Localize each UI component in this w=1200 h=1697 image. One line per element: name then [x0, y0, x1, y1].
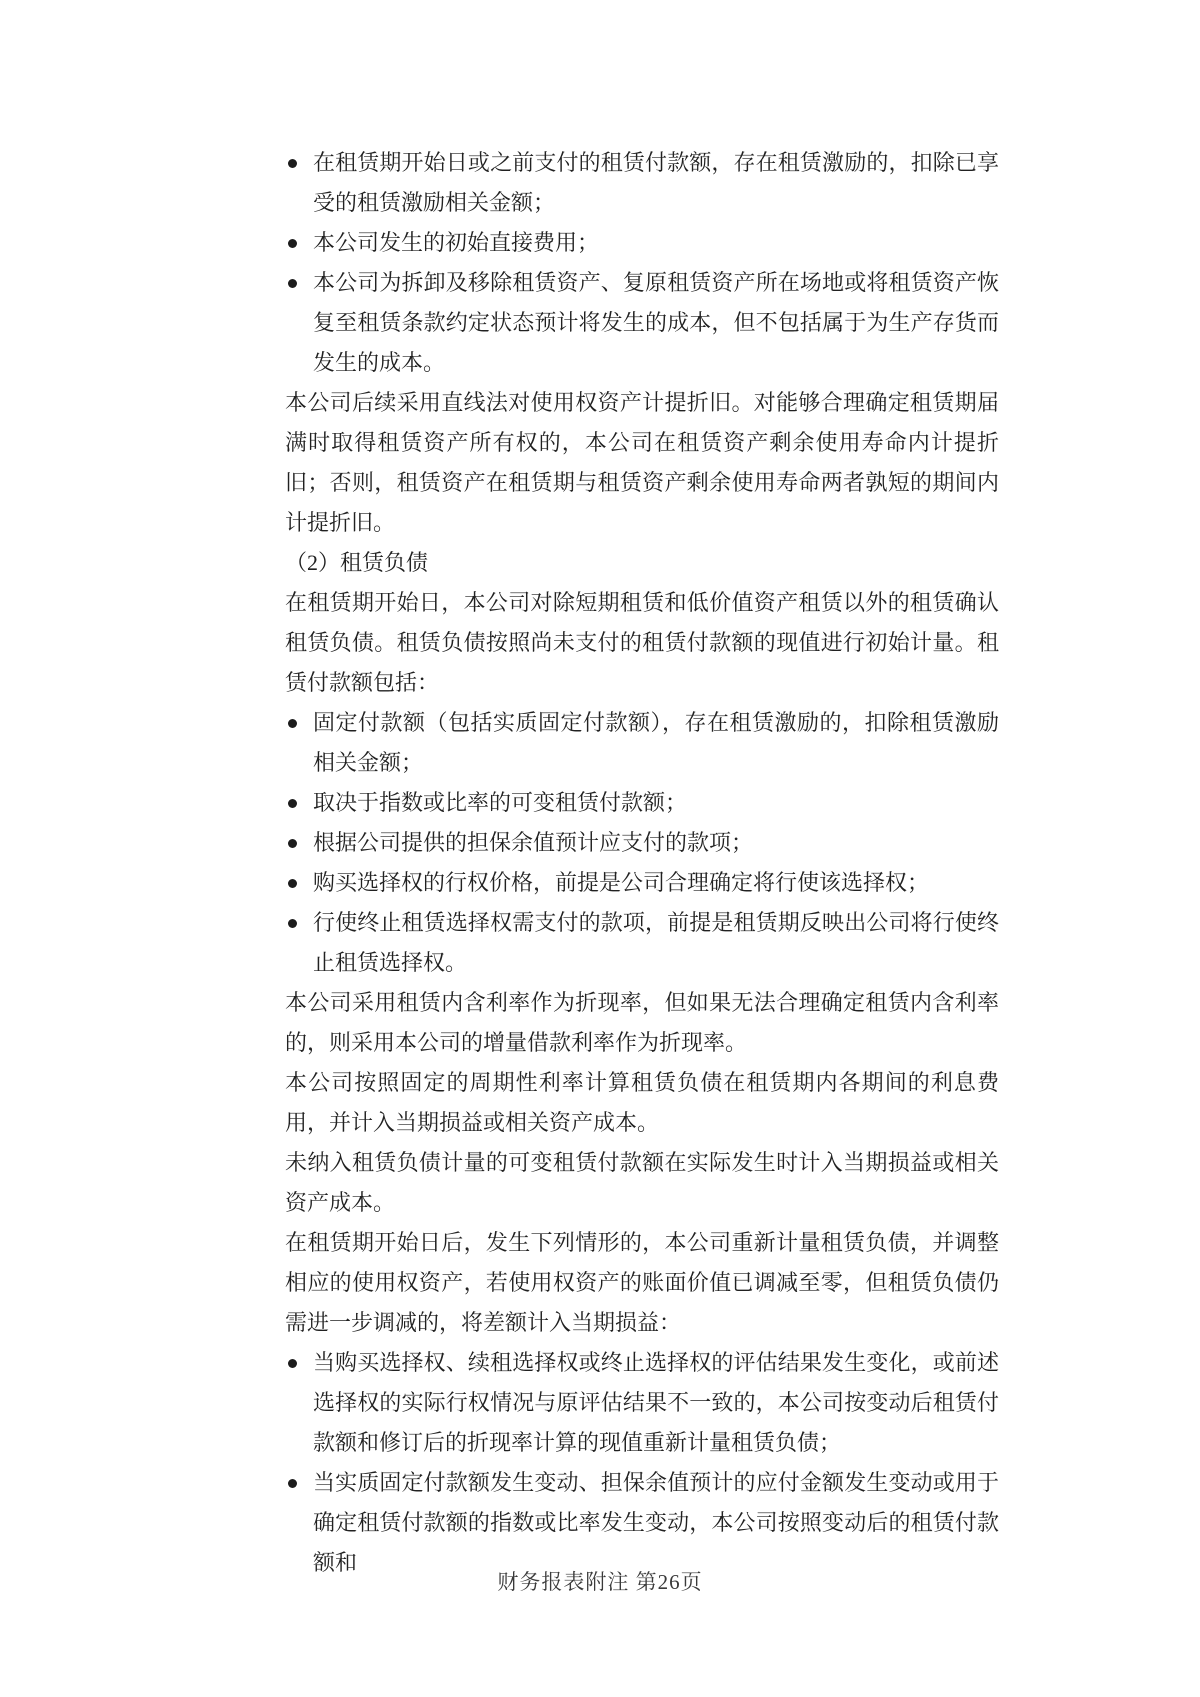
page-footer: 财务报表附注 第26页 — [497, 1570, 703, 1594]
bullet-item — [285, 823, 999, 863]
text-run: 本公司为拆卸及移除租赁资产、复原租赁资产所在场地或将租赁资产恢复至租赁条款约定状态预计将发生的成本，但不包括属于为生产存货而发生的成本。 — [313, 270, 999, 375]
text-run: 取决于指数或比率的可变租赁付款额； — [313, 790, 688, 815]
bullet-icon — [288, 279, 297, 288]
text-run: 未纳入租赁负债计量的可变租赁付款额在实际发生时计入当期损益或相关资产成本。 — [285, 1150, 999, 1215]
bullet-icon — [288, 719, 297, 728]
bullet-item — [285, 143, 999, 223]
bullet-icon — [288, 919, 297, 928]
text-run: 本公司后续采用直线法对使用权资产计提折旧。对能够合理确定租赁期届满时取得租赁资产所有权的，本公司在租赁资产剩余使用寿命内计提折旧；否则，租赁资产在租赁期与租赁资产剩余使用寿命两者孰短的期间内计提折旧。 — [285, 390, 999, 535]
bullet-item — [285, 903, 999, 983]
text-run: 购买选择权的行权价格，前提是公司合理确定将行使该选择权； — [313, 870, 930, 895]
text-run: 本公司按照固定的周期性利率计算租赁负债在租赁期内各期间的利息费用，并计入当期损益或相关资产成本。 — [285, 1070, 999, 1135]
bullet-item — [285, 783, 999, 823]
text-run: 当实质固定付款额发生变动、担保余值预计的应付金额发生变动或用于确定租赁付款额的指数或比率发生变动，本公司按照变动后的租赁付款额和 — [313, 1470, 999, 1575]
paragraph — [285, 983, 999, 1063]
bullet-icon — [288, 239, 297, 248]
paragraph — [285, 383, 999, 543]
paragraph — [285, 1143, 999, 1223]
text-run: 固定付款额（包括实质固定付款额），存在租赁激励的，扣除租赁激励相关金额； — [313, 710, 999, 775]
text-run: 在租赁期开始日后，发生下列情形的，本公司重新计量租赁负债，并调整相应的使用权资产，若使用权资产的账面价值已调减至零，但租赁负债仍需进一步调减的，将差额计入当期损益： — [285, 1230, 999, 1335]
text-run: （2）租赁负债 — [285, 550, 429, 575]
bullet-item — [285, 703, 999, 783]
text-run: 在租赁期开始日，本公司对除短期租赁和低价值资产租赁以外的租赁确认租赁负债。租赁负债按照尚未支付的租赁付款额的现值进行初始计量。租赁付款额包括： — [285, 590, 999, 695]
document-content — [285, 143, 999, 1583]
text-run: 当购买选择权、续租选择权或终止选择权的评估结果发生变化，或前述选择权的实际行权情况与原评估结果不一致的，本公司按变动后租赁付款额和修订后的折现率计算的现值重新计量租赁负债； — [313, 1350, 999, 1455]
bullet-item — [285, 223, 999, 263]
bullet-item — [285, 1343, 999, 1463]
section-heading — [285, 543, 999, 583]
paragraph — [285, 1223, 999, 1343]
bullet-item — [285, 1463, 999, 1583]
text-run: 在租赁期开始日或之前支付的租赁付款额，存在租赁激励的，扣除已享受的租赁激励相关金额； — [313, 150, 999, 215]
bullet-icon — [288, 159, 297, 168]
paragraph — [285, 583, 999, 703]
bullet-item — [285, 263, 999, 383]
bullet-icon — [288, 1479, 297, 1488]
bullet-icon — [288, 799, 297, 808]
text-run: 本公司采用租赁内含利率作为折现率，但如果无法合理确定租赁内含利率的，则采用本公司的增量借款利率作为折现率。 — [285, 990, 999, 1055]
text-run: 行使终止租赁选择权需支付的款项，前提是租赁期反映出公司将行使终止租赁选择权。 — [313, 910, 999, 975]
paragraph — [285, 1063, 999, 1143]
bullet-icon — [288, 839, 297, 848]
bullet-item — [285, 863, 999, 903]
bullet-icon — [288, 1359, 297, 1368]
text-run: 根据公司提供的担保余值预计应支付的款项； — [313, 830, 754, 855]
text-run: 本公司发生的初始直接费用； — [313, 230, 600, 255]
bullet-icon — [288, 879, 297, 888]
